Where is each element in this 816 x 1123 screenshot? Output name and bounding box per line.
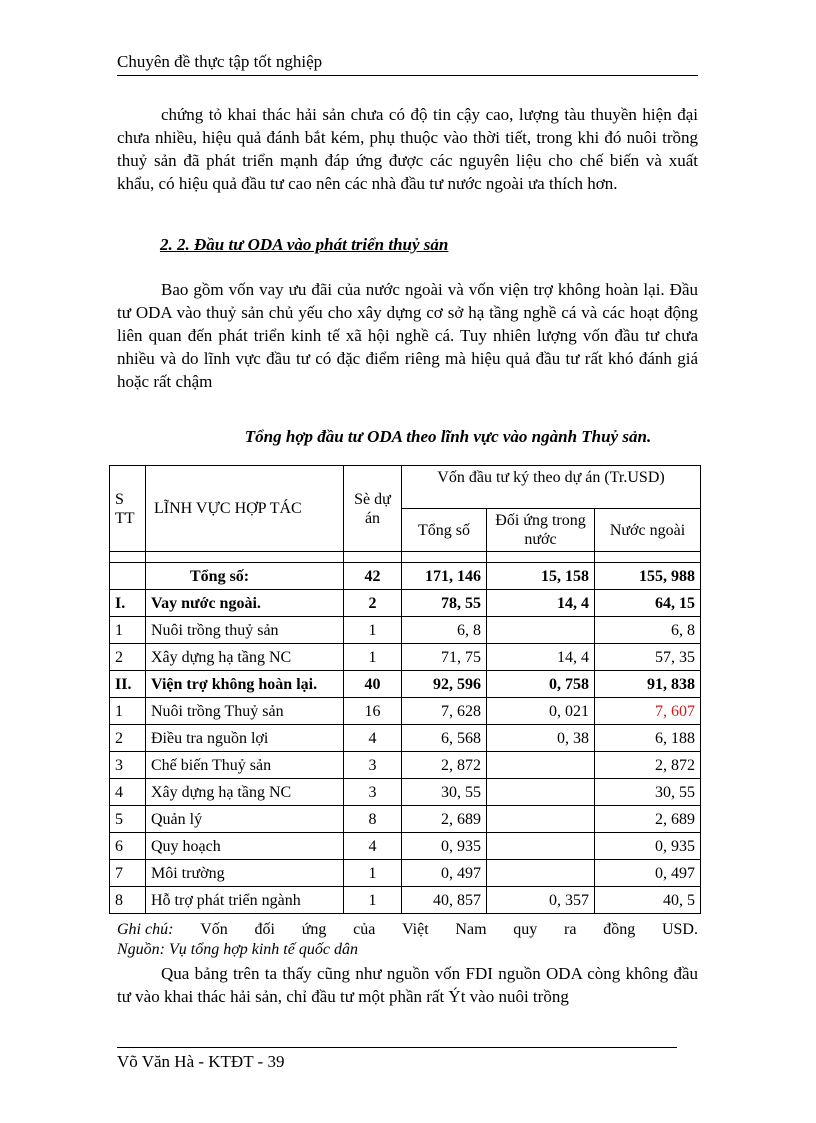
cell-domestic: 0, 38: [487, 725, 595, 752]
cell-field: Điều tra nguồn lợi: [146, 725, 344, 752]
note-source: Nguồn: Vụ tổng hợp kinh tế quốc dân: [117, 941, 358, 958]
note-word: ra: [564, 921, 577, 938]
cell-foreign: 2, 689: [595, 806, 701, 833]
cell-domestic: [487, 752, 595, 779]
cell-stt: [110, 563, 146, 590]
cell-field: Viện trợ không hoàn lại.: [146, 671, 344, 698]
cell-domestic: 14, 4: [487, 644, 595, 671]
cell-stt: 1: [110, 698, 146, 725]
cell-domestic: [487, 806, 595, 833]
footer-rule: [117, 1047, 677, 1048]
note-word: quy: [513, 921, 538, 938]
table-row: [110, 590, 701, 617]
cell-stt: 5: [110, 806, 146, 833]
table-spacer-row: [110, 552, 701, 563]
note-word: USD.: [661, 921, 698, 938]
header-title: Chuyên đề thực tập tốt nghiệp: [117, 52, 323, 71]
header-total: Tổng số: [402, 509, 487, 552]
cell-projects: 1: [344, 887, 402, 914]
cell-stt: 4: [110, 779, 146, 806]
cell-field: Xây dựng hạ tầng NC: [146, 644, 344, 671]
cell-total: 0, 497: [402, 860, 487, 887]
cell-foreign: 155, 988: [595, 563, 701, 590]
cell-projects: 2: [344, 590, 402, 617]
cell-stt: II.: [110, 671, 146, 698]
table-row: [110, 806, 701, 833]
note-word: Vốn: [200, 921, 228, 938]
cell-stt: 6: [110, 833, 146, 860]
page-footer: [117, 1052, 284, 1072]
cell-total: 7, 628: [402, 698, 487, 725]
table-row: [110, 725, 701, 752]
table-row: [110, 779, 701, 806]
note-word: đối: [254, 921, 275, 938]
note-word: Việt: [402, 921, 429, 938]
cell-field: Vay nước ngoài.: [146, 590, 344, 617]
cell-stt: 8: [110, 887, 146, 914]
cell-projects: 8: [344, 806, 402, 833]
table-note: [117, 920, 698, 960]
cell-projects: 3: [344, 779, 402, 806]
note-label: Ghi chú:: [117, 921, 174, 938]
header-foreign: Nước ngoài: [595, 509, 701, 552]
table-row: [110, 887, 701, 914]
table-row: [110, 860, 701, 887]
table-row: [110, 752, 701, 779]
header-projects: Sè dự án: [344, 466, 402, 552]
cell-projects: 42: [344, 563, 402, 590]
cell-field: Quy hoạch: [146, 833, 344, 860]
header-capital: Vốn đầu tư ký theo dự án (Tr.USD): [402, 466, 701, 509]
cell-total: 78, 55: [402, 590, 487, 617]
cell-domestic: 0, 021: [487, 698, 595, 725]
table-row: [110, 644, 701, 671]
cell-total: 2, 689: [402, 806, 487, 833]
cell-total: 0, 935: [402, 833, 487, 860]
cell-field: Hỗ trợ phát triển ngành: [146, 887, 344, 914]
table-row: [110, 833, 701, 860]
table-body: [110, 563, 701, 914]
section-heading: 2. 2. Đầu tư ODA vào phát triển thuỷ sản: [160, 235, 449, 254]
intro-paragraph: chứng tỏ khai thác hải sản chưa có độ tin cậy cao, lượng tàu thuyền hiện đại chưa nhiều, hiệu quả đánh bắt kém, phụ thuộc vào thời tiết, trong khi đó nuôi trồng thuỷ sản đã phát triển mạnh đáp ứng được các nguyên liệu cho chế biến và xuất khẩu, có hiệu quả đầu tư cao nên các nhà đầu tư nước ngoài ưa thích hơn.: [117, 105, 698, 193]
footer-author: Võ Văn Hà - KTĐT - 39: [117, 1052, 285, 1071]
cell-field: Quản lý: [146, 806, 344, 833]
cell-total: 40, 857: [402, 887, 487, 914]
cell-domestic: [487, 833, 595, 860]
cell-domestic: 14, 4: [487, 590, 595, 617]
note-word: của: [353, 921, 376, 938]
cell-domestic: [487, 860, 595, 887]
table-row: [110, 617, 701, 644]
cell-projects: 40: [344, 671, 402, 698]
cell-projects: 16: [344, 698, 402, 725]
cell-foreign: 2, 872: [595, 752, 701, 779]
cell-stt: 7: [110, 860, 146, 887]
cell-total: 6, 568: [402, 725, 487, 752]
cell-total: 71, 75: [402, 644, 487, 671]
cell-field: Xây dựng hạ tầng NC: [146, 779, 344, 806]
cell-projects: 1: [344, 644, 402, 671]
table-row: [110, 563, 701, 590]
cell-domestic: [487, 617, 595, 644]
cell-foreign: 6, 188: [595, 725, 701, 752]
note-line: [117, 920, 698, 940]
cell-field: Nuôi trồng thuỷ sản: [146, 617, 344, 644]
cell-field: Tổng số:: [146, 563, 344, 590]
note-word: ứng: [301, 921, 327, 938]
cell-field: Chế biến Thuỷ sản: [146, 752, 344, 779]
cell-domestic: 0, 357: [487, 887, 595, 914]
cell-total: 92, 596: [402, 671, 487, 698]
cell-total: 6, 8: [402, 617, 487, 644]
cell-domestic: 15, 158: [487, 563, 595, 590]
cell-projects: 4: [344, 725, 402, 752]
cell-domestic: 0, 758: [487, 671, 595, 698]
closing-paragraph: Qua bảng trên ta thấy cũng như nguồn vốn FDI nguồn ODA còng không đầu tư vào khai thác hải sản, chỉ đầu tư một phần rất Ýt vào nuôi trồng: [117, 964, 698, 1006]
header-domestic: Đối ứng trong nước: [487, 509, 595, 552]
table-row: [110, 698, 701, 725]
cell-projects: 4: [344, 833, 402, 860]
section-paragraph: Bao gồm vốn vay ưu đãi của nước ngoài và vốn viện trợ không hoàn lại. Đầu tư ODA vào thuỷ sản chủ yếu cho xây dựng cơ sở hạ tầng nghề cá và các hoạt động liên quan đến phát triển kinh tế xã hội nghề cá. Tuy nhiên lượng vốn đầu tư chưa nhiều và do lĩnh vực đầu tư có đặc điểm riêng mà hiệu quả đầu tư rất khó đánh giá hoặc rất chậm: [117, 280, 698, 391]
oda-table: [109, 465, 701, 914]
cell-foreign: 30, 55: [595, 779, 701, 806]
cell-projects: 1: [344, 617, 402, 644]
cell-foreign: 57, 35: [595, 644, 701, 671]
cell-foreign: 6, 8: [595, 617, 701, 644]
cell-projects: 1: [344, 860, 402, 887]
header-stt: S TT: [110, 466, 146, 552]
cell-stt: 3: [110, 752, 146, 779]
cell-stt: 2: [110, 725, 146, 752]
cell-stt: I.: [110, 590, 146, 617]
cell-foreign: 64, 15: [595, 590, 701, 617]
cell-domestic: [487, 779, 595, 806]
note-word: Nam: [455, 921, 487, 938]
cell-foreign: 91, 838: [595, 671, 701, 698]
cell-projects: 3: [344, 752, 402, 779]
cell-foreign: 40, 5: [595, 887, 701, 914]
cell-foreign: 0, 497: [595, 860, 701, 887]
cell-field: Môi trường: [146, 860, 344, 887]
cell-total: 171, 146: [402, 563, 487, 590]
cell-total: 2, 872: [402, 752, 487, 779]
cell-stt: 2: [110, 644, 146, 671]
note-word: đồng: [603, 921, 636, 938]
cell-field: Nuôi trồng Thuỷ sản: [146, 698, 344, 725]
cell-stt: 1: [110, 617, 146, 644]
table-title: Tổng hợp đầu tư ODA theo lĩnh vực vào ngành Thuỷ sản.: [244, 427, 652, 446]
page-header: [117, 52, 698, 76]
cell-total: 30, 55: [402, 779, 487, 806]
cell-foreign: 0, 935: [595, 833, 701, 860]
table-row: [110, 671, 701, 698]
cell-foreign: 7, 607: [595, 698, 701, 725]
header-field: LĨNH VỰC HỢP TÁC: [146, 466, 344, 552]
